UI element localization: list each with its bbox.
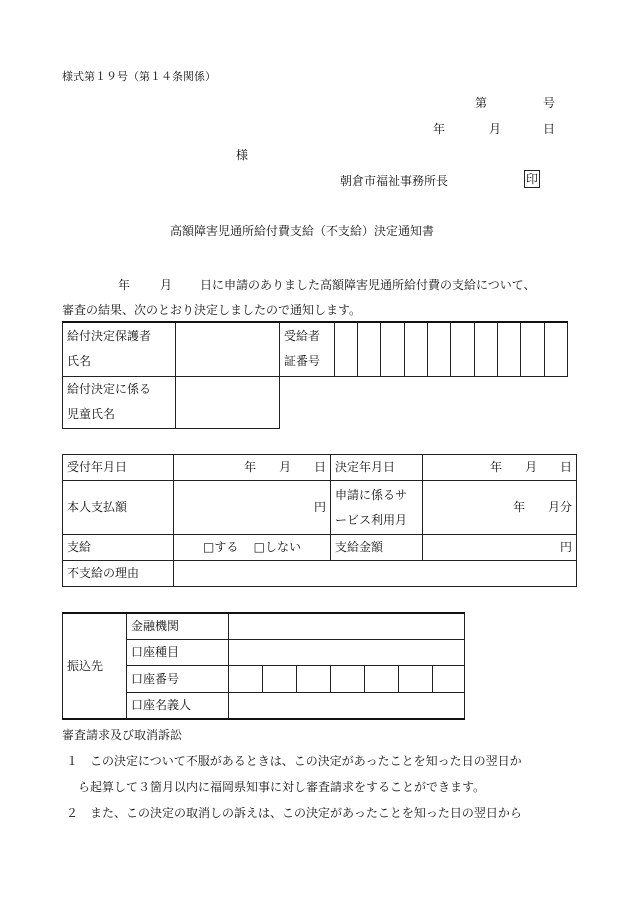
account-digit-box[interactable] [399, 666, 433, 693]
document-title: 高額障害児通所給付費支給（不支給）決定通知書 [170, 224, 435, 238]
rejection-reason-field[interactable] [174, 561, 577, 587]
recipient-digit-box[interactable] [358, 322, 381, 376]
decision-date-nichi: 日 [559, 460, 572, 474]
received-date-nichi: 日 [313, 460, 326, 474]
form-number: 様式第１９号（第１４条関係） [62, 70, 216, 83]
payment-amount-field[interactable] [423, 535, 577, 561]
self-pay-yen: 円 [313, 500, 326, 514]
issuer-name: 朝倉市福祉事務所長 [340, 174, 449, 188]
recipient-digit-box[interactable] [427, 322, 450, 376]
payment-no-checkbox[interactable]: □しない [253, 540, 301, 554]
recipient-digit-box[interactable] [451, 322, 474, 376]
guardian-name-label-line1: 給付決定保護者 [67, 329, 152, 344]
decision-date-field[interactable] [423, 455, 577, 481]
recipient-digit-box[interactable] [497, 322, 520, 376]
payment-choice-field [174, 535, 331, 561]
account-digit-box[interactable] [263, 666, 297, 693]
received-date-nen: 年 [244, 460, 257, 474]
appeal-heading: 審査請求及び取消訴訟 [62, 728, 183, 742]
received-date-label: 受付年月日 [63, 455, 174, 481]
payment-yes-checkbox[interactable]: □する [203, 540, 239, 554]
recipient-digit-box[interactable] [521, 322, 544, 376]
decision-table [62, 454, 577, 587]
guardian-name-field[interactable] [175, 322, 279, 376]
recipient-number-label-line1: 受給者 [283, 329, 320, 344]
appeal-item1-line2: ら起算して３箇月以内に福岡県知事に対し審査請求をすることができます。 [78, 780, 486, 794]
seal-mark [524, 170, 540, 188]
received-date-field[interactable] [174, 455, 331, 481]
decision-date-label: 決定年月日 [331, 455, 423, 481]
date-nichi: 日 [543, 122, 556, 136]
account-type-field[interactable] [229, 640, 465, 666]
account-digit-box[interactable] [229, 666, 263, 693]
bank-field[interactable] [229, 613, 465, 640]
child-name-label-line1: 給付決定に係る [67, 382, 152, 396]
intro-line1: 日に申請のありました高額障害児通所給付費の支給について、 [200, 278, 536, 292]
intro-nen: 年 [118, 278, 131, 292]
service-month-nen: 年 [513, 500, 526, 514]
service-month-label-line1: 申請に係るサ [335, 487, 408, 502]
date-nen: 年 [433, 122, 446, 136]
recipient-number-label-line2: 証番号 [283, 354, 320, 369]
account-type-label: 口座種目 [127, 640, 229, 666]
payment-amount-label: 支給金額 [331, 535, 423, 561]
recipient-digit-box[interactable] [544, 322, 567, 376]
self-pay-field[interactable] [174, 481, 331, 535]
self-pay-label: 本人支払額 [63, 481, 174, 535]
account-digit-box[interactable] [331, 666, 365, 693]
appeal-item1-number: １ [66, 754, 79, 768]
account-holder-label: 口座名義人 [127, 693, 229, 720]
recipient-digit-box[interactable] [404, 322, 427, 376]
account-digit-box[interactable] [297, 666, 331, 693]
intro-gatsu: 月 [160, 278, 173, 292]
account-holder-field[interactable] [229, 693, 465, 720]
account-number-label: 口座番号 [127, 666, 229, 693]
recipient-digit-box[interactable] [334, 322, 357, 376]
received-date-gatsu: 月 [279, 460, 292, 474]
guardian-name-label [63, 322, 176, 376]
service-month-label-line2: ービス利用月 [335, 512, 408, 527]
doc-number-dai: 第 [475, 96, 488, 110]
appeal-item1-line1: この決定について不服があるときは、この決定があったことを知った日の翌日か [90, 754, 522, 768]
rejection-reason-label: 不支給の理由 [63, 561, 174, 587]
child-name-label-line2: 児童氏名 [67, 407, 116, 421]
guardian-info-table [62, 321, 568, 429]
service-month-getsubun: 月分 [547, 500, 572, 514]
recipient-digit-box[interactable] [474, 322, 497, 376]
service-month-label [331, 481, 423, 535]
child-name-field[interactable] [175, 376, 279, 428]
intro-line2: 審査の結果、次のとおり決定しましたので通知します。 [62, 303, 362, 317]
child-name-label [63, 376, 176, 428]
transfer-destination-label: 振込先 [63, 613, 127, 719]
payment-amount-yen: 円 [559, 540, 572, 554]
addressee-sama: 様 [236, 148, 249, 162]
doc-number-go: 号 [543, 96, 556, 110]
service-month-field[interactable] [423, 481, 577, 535]
account-digit-box[interactable] [365, 666, 399, 693]
bank-label: 金融機関 [127, 613, 229, 640]
bank-transfer-table [62, 612, 465, 720]
payment-label: 支給 [63, 535, 174, 561]
seal-text: 印 [526, 172, 539, 186]
appeal-item2-line1: また、この決定の取消しの訴えは、この決定があったことを知った日の翌日から [90, 806, 522, 820]
account-digit-box[interactable] [433, 666, 465, 693]
recipient-digit-box[interactable] [381, 322, 404, 376]
recipient-number-label [279, 322, 334, 376]
decision-date-nen: 年 [490, 460, 503, 474]
date-gatsu: 月 [489, 122, 502, 136]
appeal-item2-number: ２ [66, 806, 79, 820]
guardian-name-label-line2: 氏名 [67, 354, 92, 369]
decision-date-gatsu: 月 [525, 460, 538, 474]
